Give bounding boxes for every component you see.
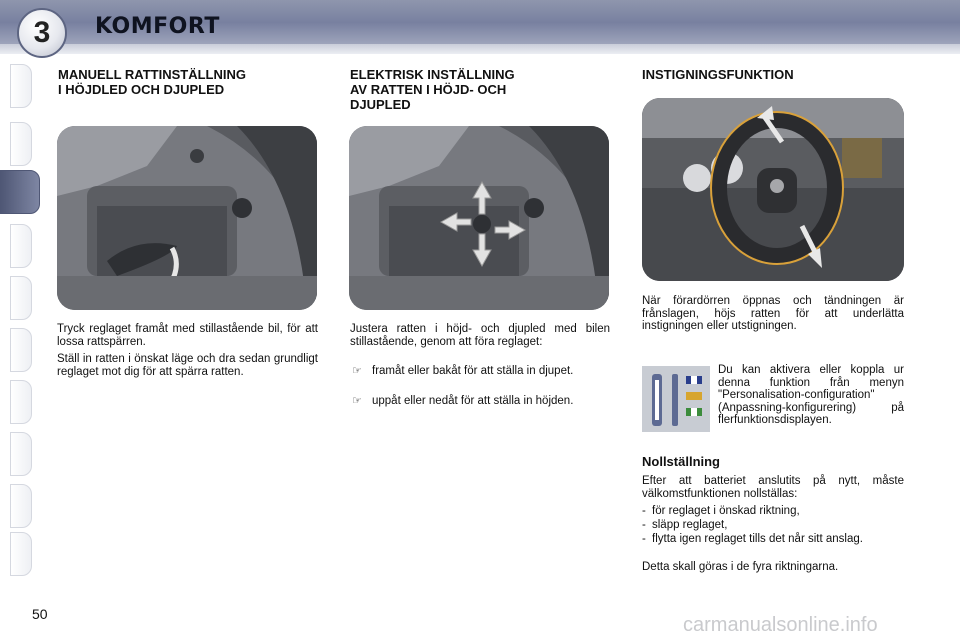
side-tab-10[interactable]	[10, 532, 32, 576]
side-tab-5[interactable]	[10, 276, 32, 320]
reset-step	[642, 533, 904, 561]
reset-subheading: Nollställning	[642, 454, 720, 469]
manual-lever-illustration	[57, 126, 317, 310]
bullet-text: framåt eller bakåt för att ställa in djupet.	[372, 365, 574, 377]
side-tab-7[interactable]	[10, 380, 32, 424]
reset-step-text: för reglaget i önskad riktning,	[652, 505, 800, 517]
reset-intro: Efter att batteriet anslutits på nytt, måste välkomstfunktionen nollställas:	[642, 475, 904, 500]
entry-paragraph: När förardörren öppnas och tändningen är frånslagen, höjs ratten för att underlätta instigningen eller utstigningen.	[642, 295, 904, 332]
reset-step-text: flytta igen reglaget tills det når sitt anslag.	[652, 533, 863, 545]
chapter-number-badge: 3	[17, 8, 67, 58]
manual-steering-lever-photo	[57, 126, 317, 310]
side-tab-2[interactable]	[10, 122, 32, 166]
heading-line: ELEKTRISK INSTÄLLNING	[350, 67, 515, 82]
steering-wheel-illustration	[642, 98, 904, 281]
reset-step	[642, 505, 904, 519]
heading-line: DJUPLED	[350, 97, 411, 112]
heading-line: AV RATTEN I HÖJD- OCH	[350, 82, 507, 97]
electric-control-illustration	[349, 126, 609, 310]
header-underline	[0, 44, 960, 54]
bullet-item	[352, 365, 610, 391]
settings-sliders-icon	[642, 366, 710, 432]
electric-steering-control-photo	[349, 126, 609, 310]
side-tab-1[interactable]	[10, 64, 32, 108]
steering-wheel-dashboard-photo	[642, 98, 904, 281]
dash-bullet: -	[642, 519, 646, 531]
bullet-text: uppåt eller nedåt för att ställa in höjden.	[372, 395, 574, 407]
manual-paragraph-2: Ställ in ratten i önskat läge och dra sedan grundligt reglaget mot dig för att spärra ratten.	[57, 353, 318, 378]
heading-line: MANUELL RATTINSTÄLLNING	[58, 67, 246, 82]
side-tab-4[interactable]	[10, 224, 32, 268]
reset-step	[642, 519, 904, 533]
menu-note: Du kan aktivera eller koppla ur denna funktion från menyn "Personalisation-configuration" (Anpassning-konfigurering) på flerfunktionsdisplayen.	[718, 364, 904, 426]
heading-line: INSTIGNINGSFUNKTION	[642, 67, 794, 82]
electric-paragraph: Justera ratten i höjd- och djupled med bilen stillastående, genom att föra reglaget:	[350, 323, 610, 348]
side-tab-6[interactable]	[10, 328, 32, 372]
heading-line: I HÖJDLED OCH DJUPLED	[58, 82, 225, 97]
side-tab-9[interactable]	[10, 484, 32, 528]
side-tab-8[interactable]	[10, 432, 32, 476]
manual-paragraph-1: Tryck reglaget framåt med stillastående bil, för att lossa rattspärren.	[57, 323, 318, 348]
dash-bullet: -	[642, 505, 646, 517]
page-number: 50	[32, 606, 48, 622]
hand-pointer-icon: ☞	[352, 394, 362, 407]
bullet-item	[352, 395, 610, 421]
reset-step-text: släpp reglaget,	[652, 519, 728, 531]
section-heading-manual	[58, 67, 246, 97]
chapter-title: KOMFORT	[95, 14, 220, 39]
section-heading-entry	[642, 67, 794, 82]
dash-bullet: -	[642, 533, 646, 545]
watermark: carmanualsonline.info	[683, 614, 878, 636]
side-tab-active[interactable]	[0, 170, 40, 214]
section-heading-electric	[350, 67, 515, 112]
chapter-side-tabs	[10, 64, 32, 576]
reset-outro: Detta skall göras i de fyra riktningarna.	[642, 561, 839, 573]
display-menu-icon	[642, 366, 710, 432]
hand-pointer-icon: ☞	[352, 364, 362, 377]
